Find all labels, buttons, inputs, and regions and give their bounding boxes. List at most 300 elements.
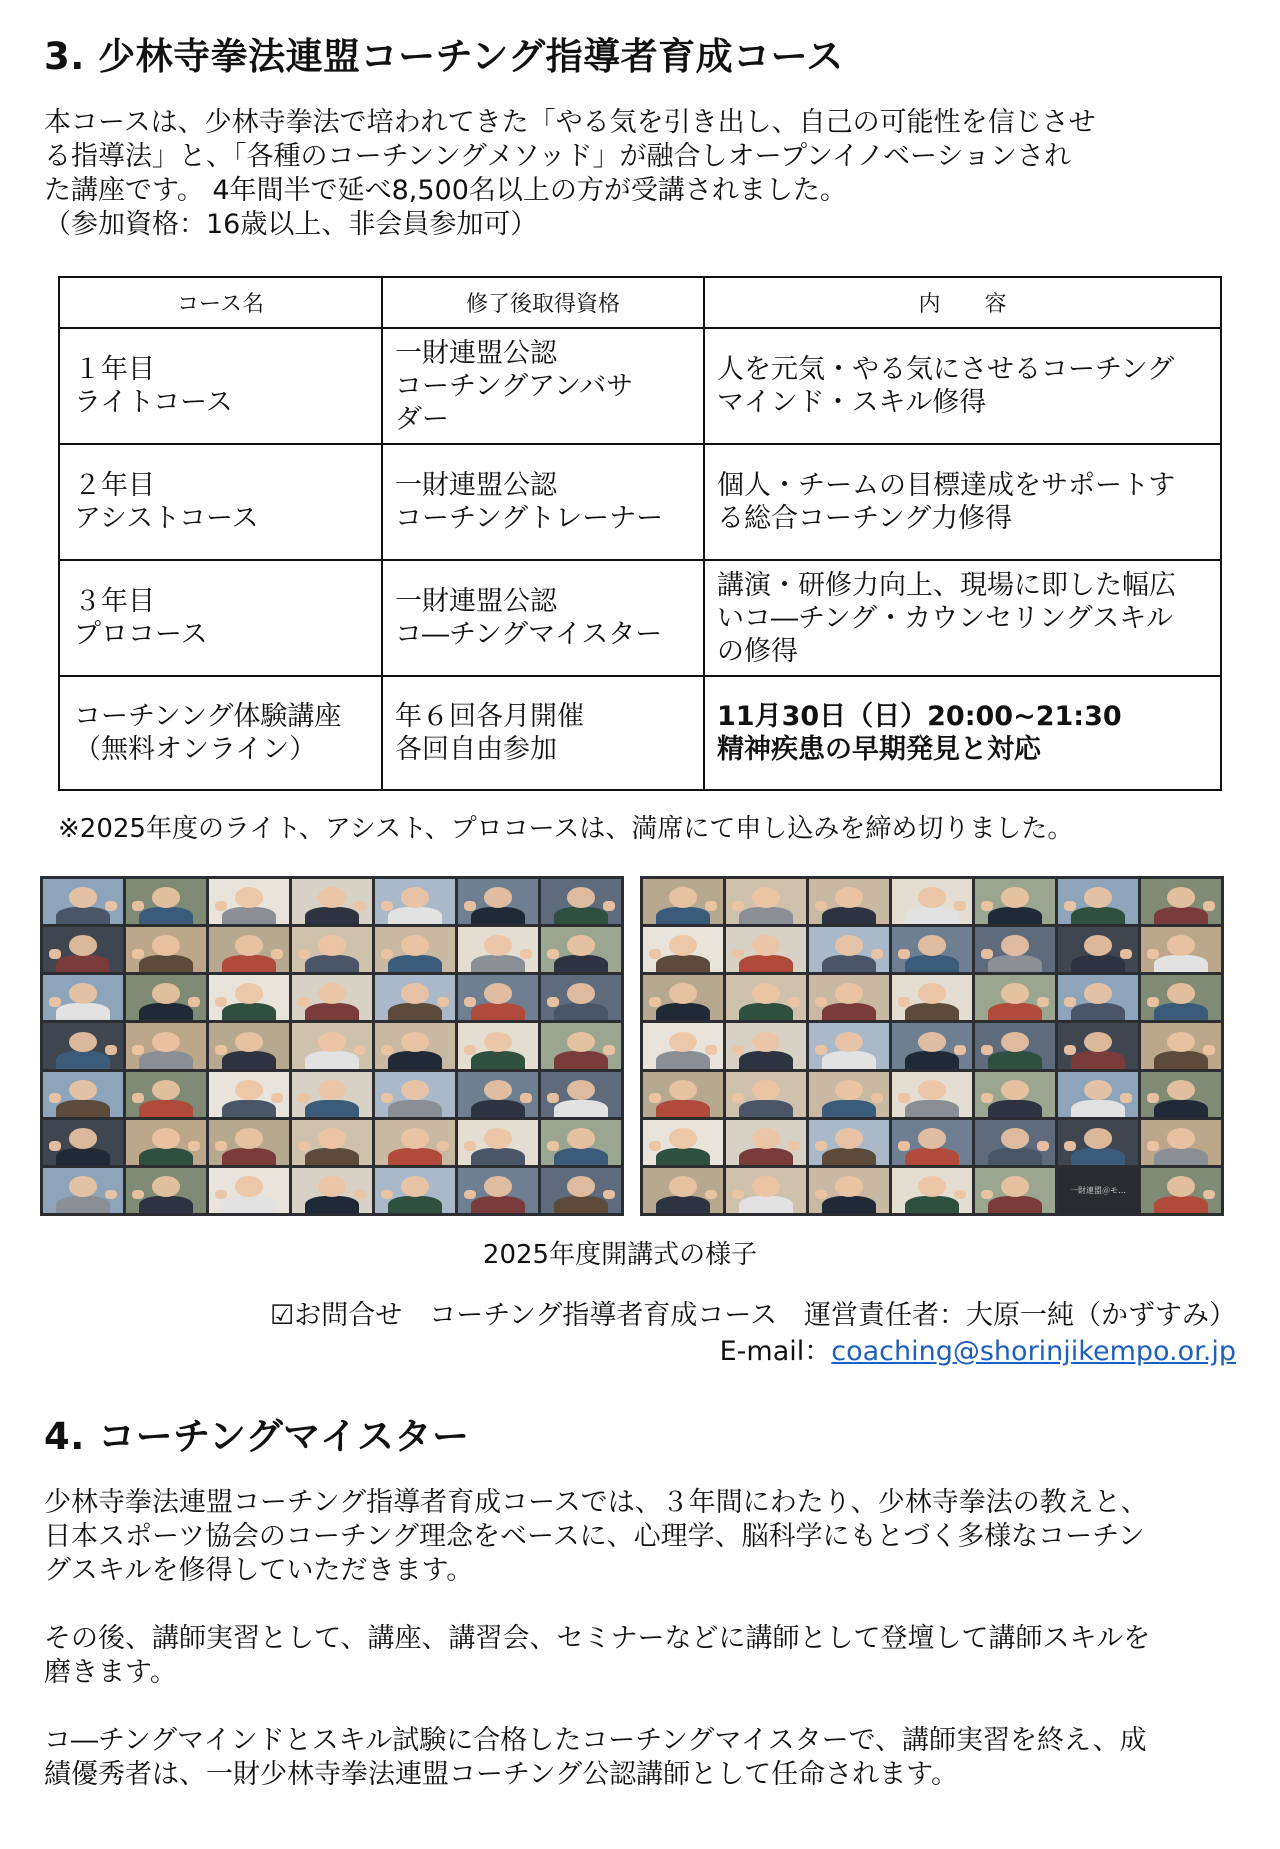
participant-tile [1058, 1120, 1138, 1165]
participant-body [56, 907, 110, 924]
participant-tile [292, 1120, 372, 1165]
thumbs-up-hand [105, 901, 116, 911]
thumbs-up-hand [354, 1190, 365, 1200]
thumbs-up-hand [898, 949, 909, 959]
participant-tile [809, 1023, 889, 1068]
section4-title: 4. コーチングマイスター [44, 1415, 470, 1458]
participant-body [56, 1148, 110, 1165]
participant-body [554, 1100, 608, 1117]
participant-face [152, 1176, 181, 1197]
thumbs-up-hand [381, 1190, 392, 1200]
zoom-group-photo-right [640, 876, 1224, 1216]
participant-body [554, 907, 608, 924]
participant-face [918, 1032, 947, 1053]
participant-tile [1058, 879, 1138, 924]
participant-tile [726, 879, 806, 924]
participant-face [1167, 983, 1196, 1004]
participant-face [1084, 983, 1113, 1004]
thumbs-up-hand [1037, 997, 1048, 1007]
participant-body [388, 1196, 442, 1213]
thumbs-up-hand [354, 901, 365, 911]
participant-face [918, 1128, 947, 1149]
participant-tile [458, 1120, 538, 1165]
cell-line: ダー [395, 403, 449, 435]
participant-face [669, 1176, 698, 1197]
participant-body [656, 907, 710, 924]
participant-body [1154, 1148, 1208, 1165]
participant-face [752, 1080, 781, 1101]
participant-tile [1058, 927, 1138, 972]
participant-body [656, 1100, 710, 1117]
participant-body [1154, 1051, 1208, 1068]
thumbs-up-hand [649, 1141, 660, 1151]
cell-line: 講演・研修力向上、現場に即した幅広 [717, 569, 1176, 601]
table-row [59, 444, 1221, 560]
participant-tile [126, 879, 206, 924]
participant-face [484, 1128, 513, 1149]
contact-block [270, 1298, 1236, 1370]
participant-tile [541, 1023, 621, 1068]
participant-tile [1141, 975, 1221, 1020]
participant-tile [1141, 927, 1221, 972]
participant-tile [458, 1168, 538, 1213]
thumbs-up-hand [520, 1093, 531, 1103]
thumbs-up-hand [815, 1045, 826, 1055]
participant-face [318, 1080, 347, 1101]
body-line: 磨きます。 [44, 1657, 177, 1688]
participant-body [554, 955, 608, 972]
participant-face [918, 887, 947, 908]
participant-body [739, 1100, 793, 1117]
thumbs-up-hand [1064, 1045, 1075, 1055]
thumbs-up-hand [788, 997, 799, 1007]
participant-tile [126, 975, 206, 1020]
participant-face [669, 1032, 698, 1053]
body-line: 績優秀者は、一財少林寺拳法連盟コーチング公認講師として任命されます。 [44, 1759, 958, 1790]
participant-tile [643, 1023, 723, 1068]
participant-tile [726, 927, 806, 972]
participant-body [1154, 907, 1208, 924]
thumbs-up-hand [981, 901, 992, 911]
contact-email-line [270, 1334, 1236, 1370]
participant-body [822, 907, 876, 924]
thumbs-up-hand [298, 1141, 309, 1151]
thumbs-up-hand [215, 1190, 226, 1200]
participant-body [739, 1003, 793, 1020]
zoom-group-photo-left [40, 876, 624, 1216]
participant-face [752, 1176, 781, 1197]
participant-body [1071, 1100, 1125, 1117]
participant-face [567, 1128, 596, 1149]
participant-face [835, 1128, 864, 1149]
qualification-cell [382, 560, 704, 676]
cell-line: コーチンング体験講座 [74, 701, 342, 732]
participant-face [235, 935, 264, 956]
participant-tile [643, 879, 723, 924]
cell-line: 一財連盟公認 [395, 337, 557, 369]
participant-tile [209, 975, 289, 1020]
participant-face [1001, 887, 1030, 908]
participant-face [752, 935, 781, 956]
participant-tile [892, 975, 972, 1020]
section3-intro [44, 106, 1224, 242]
thumbs-up-hand [1203, 1190, 1214, 1200]
participant-body [1071, 1003, 1125, 1020]
participant-body [139, 1051, 193, 1068]
cell-line: コ―チングマイスター [395, 619, 663, 650]
participant-tile [209, 1023, 289, 1068]
content-cell [704, 560, 1221, 676]
participant-tile [1058, 1023, 1138, 1068]
thumbs-up-hand [49, 1141, 60, 1151]
participant-face [567, 1032, 596, 1053]
participant-body [305, 907, 359, 924]
course-table [58, 276, 1222, 791]
cell-line: （無料オンライン） [74, 734, 317, 765]
participant-face [1084, 1128, 1113, 1149]
participant-tile [975, 927, 1055, 972]
thumbs-up-hand [49, 997, 60, 1007]
participant-body [739, 1148, 793, 1165]
participant-body [305, 1051, 359, 1068]
participant-tile [209, 927, 289, 972]
participant-face [69, 1032, 98, 1053]
email-label: E-mail： [719, 1336, 832, 1367]
participant-tile [975, 975, 1055, 1020]
qualification-cell [382, 328, 704, 444]
participant-face [835, 1080, 864, 1101]
thumbs-up-hand [705, 901, 716, 911]
participant-tile [209, 1072, 289, 1117]
participant-body [554, 1003, 608, 1020]
participant-body [988, 1003, 1042, 1020]
section4-body [44, 1486, 1224, 1792]
thumbs-up-hand [898, 997, 909, 1007]
participant-face [318, 1176, 347, 1197]
thumbs-up-hand [1147, 1093, 1158, 1103]
content-cell [704, 676, 1221, 790]
photo-caption: 2025年度開講式の様子 [482, 1240, 758, 1270]
participant-face [152, 983, 181, 1004]
thumbs-up-hand [381, 901, 392, 911]
participant-tile [458, 975, 538, 1020]
participant-body [222, 1100, 276, 1117]
cell-line: いコ―チング・カウンセリングスキル [717, 602, 1174, 634]
participant-tile [1058, 975, 1138, 1020]
participant-tile [643, 927, 723, 972]
participant-body [554, 1196, 608, 1213]
participant-body [1154, 1003, 1208, 1020]
participant-body [388, 955, 442, 972]
participant-body [139, 1148, 193, 1165]
participant-face [567, 983, 596, 1004]
participant-tile [541, 975, 621, 1020]
cell-line: プロコース [74, 619, 208, 650]
participant-body [1154, 955, 1208, 972]
participant-tile [643, 1072, 723, 1117]
thumbs-up-hand [1064, 997, 1075, 1007]
thumbs-up-hand [464, 901, 475, 911]
participant-tile [975, 1120, 1055, 1165]
thumbs-up-hand [49, 949, 60, 959]
participant-tile [292, 1072, 372, 1117]
participant-tile [809, 879, 889, 924]
participant-face [918, 935, 947, 956]
participant-face [235, 1032, 264, 1053]
cell-line: る総合コーチング力修得 [717, 503, 1013, 534]
participant-face [318, 1032, 347, 1053]
participant-face [484, 1176, 513, 1197]
participant-face [152, 1032, 181, 1053]
participant-tile [541, 1120, 621, 1165]
participant-tile [375, 1023, 455, 1068]
participant-body [388, 1051, 442, 1068]
participant-body [471, 955, 525, 972]
participant-tile [375, 927, 455, 972]
participant-face [401, 983, 430, 1004]
content-cell [704, 444, 1221, 560]
thumbs-up-hand [464, 1045, 475, 1055]
participant-face [1001, 1128, 1030, 1149]
participant-tile [292, 1023, 372, 1068]
participant-face [835, 935, 864, 956]
thumbs-up-hand [649, 997, 660, 1007]
thumbs-up-hand [898, 1093, 909, 1103]
participant-body [739, 1051, 793, 1068]
thumbs-up-hand [815, 1190, 826, 1200]
thumbs-up-hand [188, 1141, 199, 1151]
table-note: ※2025年度のライト、アシスト、プロコースは、満席にて申し込みを締め切りました。 [58, 814, 1074, 844]
course-name-cell [59, 444, 382, 560]
participant-tile [375, 1120, 455, 1165]
participant-face [1084, 887, 1113, 908]
participant-face [152, 887, 181, 908]
thumbs-up-hand [981, 1045, 992, 1055]
participant-tile [975, 1168, 1055, 1213]
participant-body [388, 1003, 442, 1020]
thumbs-up-hand [132, 901, 143, 911]
thumbs-up-hand [732, 1093, 743, 1103]
participant-tile [892, 1120, 972, 1165]
participant-face [401, 1176, 430, 1197]
participant-body [139, 1196, 193, 1213]
course-name-cell [59, 560, 382, 676]
intro-line: る指導法」と、「各種のコーチンングメソッド」が融合しオープンイノベーションされ [44, 141, 1071, 172]
thumbs-up-hand [215, 901, 226, 911]
participant-tile [726, 1120, 806, 1165]
thumbs-up-hand [132, 1045, 143, 1055]
participant-face [69, 935, 98, 956]
participant-body [56, 1051, 110, 1068]
qualification-cell [382, 444, 704, 560]
participant-face [318, 1128, 347, 1149]
thumbs-up-hand [1064, 901, 1075, 911]
participant-face [484, 983, 513, 1004]
participant-body [822, 1196, 876, 1213]
participant-tile [726, 975, 806, 1020]
participant-face [835, 887, 864, 908]
participant-tile [209, 879, 289, 924]
participant-body [988, 1196, 1042, 1213]
participant-body [739, 907, 793, 924]
participant-tile [126, 1072, 206, 1117]
participant-body [656, 955, 710, 972]
participant-tile [375, 1168, 455, 1213]
participant-face [1001, 983, 1030, 1004]
participant-tile [458, 1023, 538, 1068]
blank-line [44, 1690, 1224, 1724]
thumbs-up-hand [354, 1045, 365, 1055]
participant-body [388, 907, 442, 924]
participant-grid [643, 879, 1221, 1213]
participant-face [1167, 1032, 1196, 1053]
participant-tile [126, 927, 206, 972]
participant-tile [892, 879, 972, 924]
participant-body [139, 907, 193, 924]
participant-tile [292, 1168, 372, 1213]
participant-tile [975, 1023, 1055, 1068]
participant-body [656, 1196, 710, 1213]
participant-face [669, 935, 698, 956]
participant-tile [375, 1072, 455, 1117]
header-course-name: コース名 [59, 277, 382, 328]
participant-face [1167, 935, 1196, 956]
participant-face [567, 1080, 596, 1101]
participant-face [1001, 1032, 1030, 1053]
thumbs-up-hand [705, 1190, 716, 1200]
thumbs-up-hand [298, 1093, 309, 1103]
thumbs-up-hand [105, 1045, 116, 1055]
participant-body [222, 1051, 276, 1068]
participant-face [401, 935, 430, 956]
participant-body [822, 1003, 876, 1020]
participant-body [1071, 1148, 1125, 1165]
participant-body [905, 1148, 959, 1165]
cell-line: コーチングトレーナー [395, 503, 664, 534]
thumbs-up-hand [705, 1045, 716, 1055]
participant-body [471, 1100, 525, 1117]
thumbs-up-hand [1203, 1045, 1214, 1055]
participant-tile [1141, 879, 1221, 924]
participant-face [484, 887, 513, 908]
cell-line: 年６回各月開催 [395, 701, 584, 732]
participant-tile [292, 879, 372, 924]
participant-face [752, 887, 781, 908]
email-link[interactable]: coaching@shorinjikempo.or.jp [831, 1336, 1236, 1367]
participant-body [388, 1148, 442, 1165]
thumbs-up-hand [547, 1141, 558, 1151]
body-line: コ―チングマインドとスキル試験に合格したコーチングマイスターで、講師実習を終え、成 [44, 1725, 1147, 1756]
thumbs-up-hand [954, 1190, 965, 1200]
participant-body [56, 1003, 110, 1020]
participant-tile [643, 1168, 723, 1213]
thumbs-up-hand [132, 1190, 143, 1200]
thumbs-up-hand [437, 997, 448, 1007]
participant-tile [975, 1072, 1055, 1117]
participant-face [69, 1176, 98, 1197]
participant-tile [126, 1023, 206, 1068]
participant-face [235, 1128, 264, 1149]
participant-body [1154, 1196, 1208, 1213]
cell-line: ３年目 [74, 586, 155, 617]
course-name-cell [59, 328, 382, 444]
participant-face [401, 887, 430, 908]
participant-body [56, 1100, 110, 1117]
participant-tile [1058, 1072, 1138, 1117]
participant-body [1071, 955, 1125, 972]
table-row [59, 560, 1221, 676]
participant-body [822, 1148, 876, 1165]
intro-line: （参加資格：16歳以上、非会員参加可） [44, 209, 538, 240]
participant-body [471, 1051, 525, 1068]
cell-line: １年目 [74, 354, 155, 385]
participant-body [471, 1148, 525, 1165]
thumbs-up-hand [520, 949, 531, 959]
participant-tile [375, 879, 455, 924]
participant-grid [43, 879, 621, 1213]
participant-body [471, 907, 525, 924]
participant-face [318, 983, 347, 1004]
thumbs-up-hand [298, 949, 309, 959]
participant-body [905, 907, 959, 924]
participant-body [305, 1196, 359, 1213]
participant-body [988, 1100, 1042, 1117]
cell-line: アシストコース [74, 503, 259, 534]
participant-body [905, 1051, 959, 1068]
thumbs-up-hand [464, 997, 475, 1007]
participant-body [988, 1148, 1042, 1165]
thumbs-up-hand [381, 949, 392, 959]
thumbs-up-hand [603, 1045, 614, 1055]
participant-tile [892, 1023, 972, 1068]
participant-body [222, 907, 276, 924]
participant-tile [43, 927, 123, 972]
header-qualification: 修了後取得資格 [382, 277, 704, 328]
thumbs-up-hand [298, 997, 309, 1007]
participant-face [152, 1128, 181, 1149]
participant-tile [892, 1168, 972, 1213]
participant-face [567, 887, 596, 908]
participant-tile [209, 1120, 289, 1165]
participant-face [1167, 1080, 1196, 1101]
participant-face [835, 983, 864, 1004]
participant-body [988, 1051, 1042, 1068]
contact-line: ☑お問合せ コーチング指導者育成コース 運営責任者：大原一純（かずすみ） [270, 1300, 1236, 1331]
participant-face [235, 1176, 264, 1197]
participant-face [318, 887, 347, 908]
participant-tile [809, 1120, 889, 1165]
participant-tile [643, 975, 723, 1020]
thumbs-up-hand [271, 1093, 282, 1103]
thumbs-up-hand [954, 1045, 965, 1055]
thumbs-up-hand [1147, 997, 1158, 1007]
participant-tile [43, 879, 123, 924]
thumbs-up-hand [1037, 1141, 1048, 1151]
cell-line: ２年目 [74, 470, 155, 501]
participant-tile [809, 927, 889, 972]
participant-face [1001, 1176, 1030, 1197]
participant-body [1071, 1051, 1125, 1068]
thumbs-up-hand [215, 1045, 226, 1055]
thumbs-up-hand [547, 949, 558, 959]
participant-tile [43, 975, 123, 1020]
participant-face [669, 983, 698, 1004]
thumbs-up-hand [981, 1190, 992, 1200]
thumbs-up-hand [215, 997, 226, 1007]
participant-body [905, 955, 959, 972]
body-line: その後、講師実習として、講座、講習会、セミナーなどに講師として登壇して講師スキルを [44, 1623, 1151, 1654]
thumbs-up-hand [815, 901, 826, 911]
